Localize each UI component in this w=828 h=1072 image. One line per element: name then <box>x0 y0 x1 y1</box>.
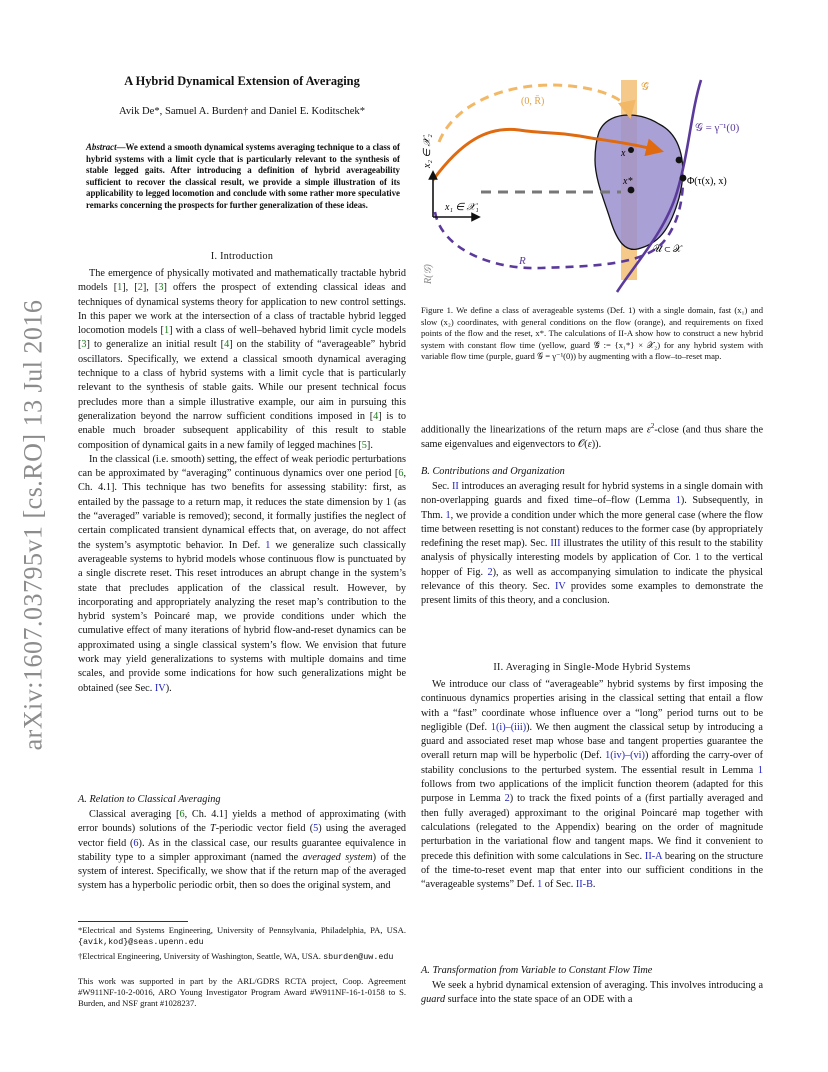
domain-region <box>595 115 683 249</box>
label-g: 𝒢 = γ⁻¹(0) <box>695 122 740 134</box>
label-x: x <box>621 148 626 159</box>
label-x2: x₂ ∈ 𝒳₂ <box>422 134 433 168</box>
subsection-heading: A. Relation to Classical Averaging <box>78 794 221 805</box>
arxiv-identifier: arXiv:1607.03795v1 [cs.RO] 13 Jul 2016 <box>18 299 48 751</box>
fixed-point <box>628 187 635 194</box>
subsection-heading: A. Transformation from Variable to Constant Flow Time <box>421 965 653 976</box>
subsection-transformation <box>421 965 763 1008</box>
abstract-label: Abstract <box>86 142 117 152</box>
paragraph: additionally the linearizations of the return maps are $\varepsilon^2$-close (and thus share the same eigenvalues and eigenvectors to 𝒪(ε)). <box>421 422 763 450</box>
figure-1 <box>421 72 763 298</box>
footnote-uw: †Electrical Engineering, University of Washington, Seattle, WA, USA. sburden@uw.edu <box>78 951 394 962</box>
guard-point <box>676 157 683 164</box>
subsection-classical-averaging <box>78 794 406 894</box>
continued-text <box>421 419 763 452</box>
footnote-funding: This work was supported in part by the ARL/GDRS RCTA project, Coop. Agreement #W911NF-10-2-0016, ARO Young Investigator Program Award #W911NF-16-1-0158 to S. Burden, and NSF grant #1028237. <box>78 976 406 1008</box>
paper-title: A Hybrid Dynamical Extension of Averaging <box>124 74 360 88</box>
label-r-g: R(𝒢) <box>423 264 434 284</box>
subsection-contributions <box>421 466 763 609</box>
label-gbar: 𝒢̄ <box>641 81 649 93</box>
paragraph: Sec. II introduces an averaging result for hybrid systems in a single domain with non-overlapping guards and fixed time–of–flow (Lemma 1). Subsequently, in Thm. 1, we provide a condition under which the more general case (where the flow time between resetting is not constant) reduces to the former case (by appropriately redefining the reset map). Sec. III illustrates the utility of this result to the stability analysis of physically interesting models by application of Cor. 1 to the vertical hopper of Fig. 2), as well as accompanying simulation to indicate the physical relevance of this theory. Sec. IV provides some examples to demonstrate the present limits of this theory, and a conclusion. <box>421 481 764 607</box>
section-introduction <box>78 251 406 696</box>
abstract <box>86 142 400 212</box>
label-r: R <box>519 255 526 267</box>
label-x-star: x* <box>623 176 633 187</box>
figure-diagram <box>421 72 763 298</box>
flow-point <box>628 147 634 153</box>
author-list: Avik De*, Samuel A. Burden† and Daniel E. Koditschek* <box>118 106 366 117</box>
figure-caption: Figure 1. We define a class of averageable systems (Def. 1) with a single domain, fast (x₁) and slow (x₂) coordinates, with general conditions on the flow (orange), and requirements on fixed points of the flow and the reset, x*. The calculations of II-A show how to construct a new hybrid system with constant flow time (yellow, guard 𝒢̄ := {x₁*} × 𝒳₂) for any hybrid system with variable flow time (purple, guard 𝒢 = γ⁻¹(0)) by augmenting with a flow–to–reset map. <box>421 305 763 362</box>
paragraph: The emergence of physically motivated and mathematically tractable hybrid models [1], [2], [3] offers the prospect of extending classical ideas and techniques of dynamical systems theory for application to new control settings. In this paper we work at the intersection of a class of tractable hybrid legged locomotion models [1] with a class of well–behaved hybrid limit cycle models [3] to generalize an initial result [4] on the stability of “averageable” hybrid oscillators. Specifically, we extend a classical smooth dynamical averaging technique to a class of hybrid systems with a limit cycle that is particularly relevant to the synthesis of stable gaits. While our present technical focus precludes more than a simple illustrative example, our aim in pursuing this generalization beyond the narrow sufficient conditions imposed in [4] is to enable much broader subsequent applicability of this result to stable composition of dynamical gaits in a new family of legged machines [5]. <box>78 268 407 451</box>
label-u: 𝒰 ⊂ 𝒳 <box>653 244 682 255</box>
paragraph: In the classical (i.e. smooth) setting, the effect of weak periodic perturbations can be approximated by “averaging” continuous dynamics over one period [6, Ch. 4.1]. This technique has two benefits for assessing stability: first, as entailed by the passage to a return map, it reduces the state dimension by 1 (as the “averaged” variable is removed); second, it formally justifies the neglect of certain complicated transient dynamical effects that, on average, do not affect the system’s asymptotic behavior. In Def. 1 we generalize such classically averageable systems to hybrid models whose continuous flow is punctuated by a single discrete reset. This reset introduces an abrupt change in the system’s state that precludes application of the classical result. However, by incorporating and appropriately analyzing the reset map’s contribution to the hybrid system’s Poincaré map, we provide conditions under which the cumulative effect of many iterations of hybrid flow-and-reset dynamics can be approximated using a single classical system’s flow. We envision that future work may yield generalizations to systems with multiple domains and time scales, and provide some indications for how such generalizations might be obtained (see Sec. IV). <box>78 453 406 694</box>
reset-point <box>680 175 687 182</box>
paragraph: We seek a hybrid dynamical extension of averaging. This involves introducing a guard surface into the state space of an ODE with a <box>421 980 763 1006</box>
footnote-upenn: *Electrical and Systems Engineering, University of Pennsylvania, Philadelphia, PA, USA. {avik,kod}@seas.upenn.edu <box>78 925 406 947</box>
label-phi: Φ(τ(x), x) <box>687 176 727 187</box>
abstract-text: —We extend a smooth dynamical systems averaging technique to a class of hybrid systems with a limit cycle that is particularly relevant to the synthesis of stable legged gaits. After introducing a definition of hybrid averageability sufficient to recover the classical result, we provide a simple illustration of its applicability to legged locomotion and conclude with some rather more speculative remarks concerning the prospects for further generalization of these ideas. <box>86 142 400 210</box>
label-x1: x₁ ∈ 𝒳₁ <box>445 202 479 213</box>
footnote-rule <box>78 921 188 922</box>
section-heading: I. Introduction <box>210 251 274 262</box>
paragraph: We introduce our class of “averageable” hybrid systems by first imposing the continuous dynamics properties arising in the classical setting that entail a flow with a “fast” coordinate whose influence over a “long” period turns out to be negligible (Def. 1(i)–(iii)). We then augment the classical setup by introducing a guard and associated reset map whose base and tangent properties guarantee the overall return map will be hyperbolic (Def. 1(iv)–(vi)) affording the carry-over of stability conclusions to the perturbed system. The essential result in Lemma 1 follows from two applications of the implicit function theorem (adapted for this purpose in Lemma 2) to track the fixed points of a (first partially averaged and then fully averaged) approximant to the original Poincaré map together with calculations (relegated to the Appendix) bearing on the order of magnitude perturbation in the variational flow and tangent maps. We find it convenient to precede this definition with some calculations in Sec. II-A bearing on the structure of the time-to-reset event map that enter into our sufficient conditions in the “averageable systems” Def. 1 of Sec. II-B. <box>421 679 764 891</box>
subsection-heading: B. Contributions and Organization <box>421 466 565 477</box>
section-averaging <box>421 662 763 892</box>
section-heading: II. Averaging in Single-Mode Hybrid Systems <box>493 662 691 673</box>
label-zero-r: (0, R̄) <box>521 96 545 107</box>
paragraph: Classical averaging [6, Ch. 4.1] yields a method of approximating (with error bounds) solutions of the T-periodic vector field (5) using the averaged vector field (6). As in the classical case, our results guarantee equivalence in stability type to a simpler approximant (named the averaged system) of the system of interest. Specifically, we show that if the return map of the averaged system has a hyperbolic periodic orbit, then so does the original system, and <box>78 809 406 892</box>
